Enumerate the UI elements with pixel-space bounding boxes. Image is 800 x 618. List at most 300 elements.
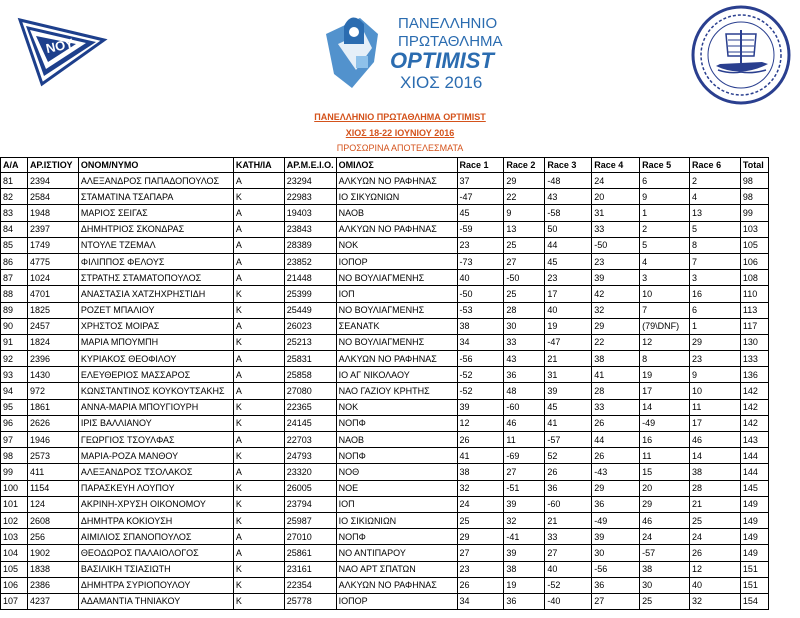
table-cell: 98 <box>740 173 768 189</box>
table-cell: 5 <box>640 237 690 253</box>
table-cell: 4701 <box>27 286 78 302</box>
table-cell: 4 <box>690 189 741 205</box>
table-cell: 1430 <box>27 367 78 383</box>
table-cell: 25831 <box>284 351 336 367</box>
table-cell: Κ <box>233 577 284 593</box>
table-cell: 10 <box>640 286 690 302</box>
table-row <box>1 432 769 448</box>
table-cell: Α <box>233 173 284 189</box>
table-cell: 13 <box>504 221 545 237</box>
table-cell: 101 <box>1 496 28 512</box>
table-cell: 33 <box>504 334 545 350</box>
table-cell: 2573 <box>27 448 78 464</box>
table-cell: 34 <box>457 593 504 609</box>
table-cell: 151 <box>740 561 768 577</box>
table-cell: 23 <box>690 351 741 367</box>
table-row <box>1 367 769 383</box>
table-cell: 25861 <box>284 545 336 561</box>
table-cell: 256 <box>27 529 78 545</box>
table-cell: -57 <box>545 432 592 448</box>
table-cell: -52 <box>457 367 504 383</box>
table-cell: 39 <box>457 399 504 415</box>
table-cell: 43 <box>545 189 592 205</box>
table-cell: 25778 <box>284 593 336 609</box>
table-cell: 45 <box>545 399 592 415</box>
table-cell: Α <box>233 253 284 269</box>
table-cell: 29 <box>690 334 741 350</box>
table-cell: 83 <box>1 205 28 221</box>
table-cell: 38 <box>457 318 504 334</box>
logo-line-4: ΧΙΟΣ 2016 <box>400 73 483 92</box>
table-cell: 40 <box>690 577 741 593</box>
table-cell: 17 <box>690 415 741 431</box>
table-cell: 25 <box>457 512 504 528</box>
table-cell: ΙΟΠΟΡ <box>336 253 457 269</box>
table-row <box>1 351 769 367</box>
table-cell: 1749 <box>27 237 78 253</box>
table-row <box>1 496 769 512</box>
table-cell: 149 <box>740 529 768 545</box>
table-cell: 46 <box>640 512 690 528</box>
table-cell: 1902 <box>27 545 78 561</box>
table-cell: 23320 <box>284 464 336 480</box>
table-cell: ΝΟΠΦ <box>336 415 457 431</box>
table-cell: -51 <box>504 480 545 496</box>
table-cell: 2584 <box>27 189 78 205</box>
table-cell: ΑΙΜΙΛΙΟΣ ΣΠΑΝΟΠΟΥΛΟΣ <box>78 529 233 545</box>
table-cell: Α <box>233 270 284 286</box>
table-cell: 32 <box>592 302 640 318</box>
table-cell: 98 <box>740 189 768 205</box>
table-cell: -60 <box>545 496 592 512</box>
table-row <box>1 302 769 318</box>
table-cell: 19 <box>640 367 690 383</box>
table-cell: 23 <box>457 237 504 253</box>
table-cell: 32 <box>690 593 741 609</box>
column-header: Race 2 <box>504 158 545 173</box>
table-cell: 124 <box>27 496 78 512</box>
table-cell: 13 <box>690 205 741 221</box>
table-cell: 91 <box>1 334 28 350</box>
table-cell: 14 <box>640 399 690 415</box>
table-row <box>1 512 769 528</box>
table-cell: 95 <box>1 399 28 415</box>
club-pennant-logo <box>12 14 112 90</box>
table-cell: 106 <box>1 577 28 593</box>
table-cell: ΝΑΟΒ <box>336 432 457 448</box>
table-cell: 46 <box>504 415 545 431</box>
table-cell: 113 <box>740 302 768 318</box>
table-cell: 103 <box>740 221 768 237</box>
table-cell: 108 <box>740 270 768 286</box>
column-header: Total <box>740 158 768 173</box>
table-cell: 24793 <box>284 448 336 464</box>
table-cell: 2386 <box>27 577 78 593</box>
table-cell: 31 <box>592 205 640 221</box>
table-cell: ΙΡΙΣ ΒΑΛΛΙΑΝΟΥ <box>78 415 233 431</box>
table-cell: 19403 <box>284 205 336 221</box>
page-header <box>0 0 800 158</box>
table-cell: 27 <box>504 464 545 480</box>
column-header: ΚΑΤΗ/ΙΑ <box>233 158 284 173</box>
table-cell: 20 <box>640 480 690 496</box>
table-cell: ΑΛΚΥΩΝ ΝΟ ΡΑΦΗΝΑΣ <box>336 173 457 189</box>
table-cell: Α <box>233 351 284 367</box>
table-cell: 46 <box>690 432 741 448</box>
table-cell: Α <box>233 529 284 545</box>
table-cell: 41 <box>545 415 592 431</box>
column-header: ΑΡ.ΙΣΤΙΟΥ <box>27 158 78 173</box>
table-cell: -48 <box>545 173 592 189</box>
table-cell: 12 <box>640 334 690 350</box>
table-cell: 143 <box>740 432 768 448</box>
table-cell: 1 <box>640 205 690 221</box>
table-cell: 24 <box>592 173 640 189</box>
table-cell: ΝΑΟ ΓΑΖΙΟΥ ΚΡΗΤΗΣ <box>336 383 457 399</box>
table-cell: 97 <box>1 432 28 448</box>
table-cell: 142 <box>740 383 768 399</box>
table-cell: 45 <box>545 253 592 269</box>
table-cell: 23794 <box>284 496 336 512</box>
table-cell: ΑΛΚΥΩΝ ΝΟ ΡΑΦΗΝΑΣ <box>336 351 457 367</box>
table-cell: -49 <box>640 415 690 431</box>
table-cell: Κ <box>233 496 284 512</box>
table-cell: ΑΝΝΑ-ΜΑΡΙΑ ΜΠΟΥΓΙΟΥΡΗ <box>78 399 233 415</box>
table-cell: 1948 <box>27 205 78 221</box>
table-row <box>1 205 769 221</box>
table-cell: 22354 <box>284 577 336 593</box>
table-cell: 93 <box>1 367 28 383</box>
table-cell: 48 <box>504 383 545 399</box>
table-cell: 40 <box>545 302 592 318</box>
table-cell: 40 <box>457 270 504 286</box>
table-cell: 9 <box>690 367 741 383</box>
table-cell: -40 <box>545 593 592 609</box>
table-cell: ΙΟ ΣΙΚΥΩΝΙΩΝ <box>336 189 457 205</box>
table-cell: 28 <box>504 302 545 318</box>
table-cell: ΣΕΑΝΑΤΚ <box>336 318 457 334</box>
table-cell: ΝΟ ΒΟΥΛΙΑΓΜΕΝΗΣ <box>336 302 457 318</box>
table-cell: -53 <box>457 302 504 318</box>
table-cell: 92 <box>1 351 28 367</box>
table-cell: 22703 <box>284 432 336 448</box>
table-cell: ΧΡΗΣΤΟΣ ΜΟΙΡΑΣ <box>78 318 233 334</box>
table-cell: ΑΛΕΞΑΝΔΡΟΣ ΠΑΠΑΔΟΠΟΥΛΟΣ <box>78 173 233 189</box>
table-cell: 86 <box>1 253 28 269</box>
table-cell: 19 <box>504 577 545 593</box>
table-cell: 2396 <box>27 351 78 367</box>
table-cell: 149 <box>740 496 768 512</box>
table-cell: 26 <box>592 415 640 431</box>
table-cell: 37 <box>457 173 504 189</box>
table-cell: 44 <box>592 432 640 448</box>
table-cell: 31 <box>545 367 592 383</box>
table-cell: 33 <box>592 221 640 237</box>
table-cell: 38 <box>457 464 504 480</box>
table-cell: 4775 <box>27 253 78 269</box>
table-row <box>1 189 769 205</box>
table-cell: 9 <box>504 205 545 221</box>
table-row <box>1 270 769 286</box>
table-cell: 136 <box>740 367 768 383</box>
table-cell: 27 <box>457 545 504 561</box>
table-row <box>1 415 769 431</box>
table-cell: 105 <box>1 561 28 577</box>
table-row <box>1 253 769 269</box>
document-status: ΠΡΟΣΩΡΙΝΑ ΑΠΟΤΕΛΕΣΜΑΤΑ <box>336 143 464 153</box>
table-cell: Α <box>233 432 284 448</box>
table-cell: 38 <box>504 561 545 577</box>
table-cell: 411 <box>27 464 78 480</box>
table-cell: 11 <box>640 448 690 464</box>
table-row <box>1 561 769 577</box>
table-cell: Α <box>233 545 284 561</box>
table-cell: Α <box>233 383 284 399</box>
table-cell: 7 <box>640 302 690 318</box>
table-cell: 23161 <box>284 561 336 577</box>
table-cell: Κ <box>233 334 284 350</box>
table-cell: 42 <box>592 286 640 302</box>
results-table <box>0 157 769 610</box>
table-cell: ΔΗΜΗΤΡΑ ΣΥΡΙΟΠΟΥΛΟΥ <box>78 577 233 593</box>
table-cell: 2394 <box>27 173 78 189</box>
table-cell: 36 <box>504 367 545 383</box>
table-cell: 88 <box>1 286 28 302</box>
column-header: ΟΜΙΛΟΣ <box>336 158 457 173</box>
table-cell: 27010 <box>284 529 336 545</box>
table-cell: 6 <box>640 173 690 189</box>
table-cell: ΑΛΚΥΩΝ ΝΟ ΡΑΦΗΝΑΣ <box>336 221 457 237</box>
table-cell: 14 <box>690 448 741 464</box>
document-subtitle: ΧΙΟΣ 18-22 ΙΟΥΝΙΟΥ 2016 <box>345 128 455 138</box>
column-header: Race 3 <box>545 158 592 173</box>
table-cell: 23 <box>592 253 640 269</box>
document-title: ΠΑΝΕΛΛΗΝΙΟ ΠΡΩΤΑΘΛΗΜΑ OPTIMIST <box>314 112 486 122</box>
table-cell: 38 <box>640 561 690 577</box>
table-cell: Κ <box>233 302 284 318</box>
table-cell: 25 <box>504 286 545 302</box>
table-cell: -47 <box>545 334 592 350</box>
table-cell: 81 <box>1 173 28 189</box>
table-cell: 151 <box>740 577 768 593</box>
table-cell: Κ <box>233 512 284 528</box>
table-cell: 24 <box>690 529 741 545</box>
table-cell: 17 <box>545 286 592 302</box>
table-cell: Α <box>233 318 284 334</box>
table-cell: 16 <box>690 286 741 302</box>
table-cell: 22365 <box>284 399 336 415</box>
table-cell: 103 <box>1 529 28 545</box>
table-cell: 6 <box>690 302 741 318</box>
table-cell: 99 <box>1 464 28 480</box>
table-cell: 144 <box>740 448 768 464</box>
table-cell: 28 <box>690 480 741 496</box>
table-cell: 23 <box>457 561 504 577</box>
table-cell: 133 <box>740 351 768 367</box>
table-cell: -47 <box>457 189 504 205</box>
table-cell: 1824 <box>27 334 78 350</box>
table-cell: 29 <box>504 173 545 189</box>
table-cell: 90 <box>1 318 28 334</box>
table-cell: 28 <box>592 383 640 399</box>
table-cell: Κ <box>233 415 284 431</box>
table-cell: -41 <box>504 529 545 545</box>
column-header: Α/Α <box>1 158 28 173</box>
table-cell: Κ <box>233 593 284 609</box>
table-cell: ΝΟΠΦ <box>336 529 457 545</box>
table-cell: ΙΟΠ <box>336 286 457 302</box>
table-cell: 19 <box>545 318 592 334</box>
table-cell: 21 <box>690 496 741 512</box>
table-cell: ΚΥΡΙΑΚΟΣ ΘΕΟΦΙΛΟΥ <box>78 351 233 367</box>
table-cell: 3 <box>640 270 690 286</box>
table-cell: ΝΟ ΑΝΤΙΠΑΡΟΥ <box>336 545 457 561</box>
table-cell: 24 <box>457 496 504 512</box>
table-cell: 23852 <box>284 253 336 269</box>
table-cell: 2397 <box>27 221 78 237</box>
table-cell: 32 <box>504 512 545 528</box>
table-cell: 972 <box>27 383 78 399</box>
table-cell: 117 <box>740 318 768 334</box>
table-cell: 1838 <box>27 561 78 577</box>
table-cell: 2 <box>690 173 741 189</box>
table-cell: 27080 <box>284 383 336 399</box>
table-cell: 41 <box>457 448 504 464</box>
table-cell: 1154 <box>27 480 78 496</box>
table-row <box>1 286 769 302</box>
table-cell: -50 <box>504 270 545 286</box>
table-cell: 20 <box>592 189 640 205</box>
table-cell: 26 <box>592 448 640 464</box>
table-row <box>1 480 769 496</box>
table-cell: ΙΟ ΣΙΚΙΩΝΙΩΝ <box>336 512 457 528</box>
table-cell: 27 <box>504 253 545 269</box>
table-cell: ΒΑΣΙΛΙΚΗ ΤΣΙΑΣΙΩΤΗ <box>78 561 233 577</box>
table-cell: -59 <box>457 221 504 237</box>
table-cell: 130 <box>740 334 768 350</box>
table-cell: ΝΟΘ <box>336 464 457 480</box>
table-cell: 38 <box>690 464 741 480</box>
column-header: Race 5 <box>640 158 690 173</box>
logo-line-3: OPTIMIST <box>390 48 494 73</box>
table-cell: 107 <box>1 593 28 609</box>
table-row <box>1 577 769 593</box>
table-cell: 106 <box>740 253 768 269</box>
table-cell: ΓΕΩΡΓΙΟΣ ΤΣΟΥΛΦΑΣ <box>78 432 233 448</box>
table-cell: ΣΤΡΑΤΗΣ ΣΤΑΜΑΤΟΠΟΥΛΟΣ <box>78 270 233 286</box>
table-cell: 39 <box>545 383 592 399</box>
table-cell: ΣΤΑΜΑΤΙΝΑ ΤΣΑΠΑΡΑ <box>78 189 233 205</box>
logo-line-2: ΠΡΩΤΑΘΛΗΜΑ <box>398 33 503 50</box>
table-cell: 87 <box>1 270 28 286</box>
table-cell: Κ <box>233 189 284 205</box>
table-cell: 26023 <box>284 318 336 334</box>
table-cell: 15 <box>640 464 690 480</box>
table-cell: ΚΩΝΣΤΑΝΤΙΝΟΣ ΚΟΥΚΟΥΤΣΑΚΗΣ <box>78 383 233 399</box>
table-cell: 149 <box>740 545 768 561</box>
table-cell: 38 <box>592 351 640 367</box>
table-cell: 110 <box>740 286 768 302</box>
table-cell: ΜΑΡΙΑ ΜΠΟΥΜΠΗ <box>78 334 233 350</box>
table-cell: 11 <box>690 399 741 415</box>
table-row <box>1 173 769 189</box>
table-cell: -60 <box>504 399 545 415</box>
table-cell: 85 <box>1 237 28 253</box>
table-cell: ΦΙΛΙΠΠΟΣ ΦΕΛΟΥΣ <box>78 253 233 269</box>
table-cell: ΑΚΡΙΝΗ-ΧΡΥΣΗ ΟΙΚΟΝΟΜΟΥ <box>78 496 233 512</box>
column-header: ΟΝΟΜ/ΝΥΜΟ <box>78 158 233 173</box>
table-cell: 30 <box>640 577 690 593</box>
table-cell: 36 <box>504 593 545 609</box>
table-cell: 23 <box>545 270 592 286</box>
table-cell: -52 <box>545 577 592 593</box>
table-cell: 34 <box>457 334 504 350</box>
table-cell: 4237 <box>27 593 78 609</box>
table-cell: ΑΝΑΣΤΑΣΙΑ ΧΑΤΖΗΧΡΗΣΤΙΔΗ <box>78 286 233 302</box>
table-cell: ΝΟ ΒΟΥΛΙΑΓΜΕΝΗΣ <box>336 334 457 350</box>
table-cell: 29 <box>592 318 640 334</box>
table-row <box>1 593 769 609</box>
table-cell: 142 <box>740 399 768 415</box>
table-cell: 89 <box>1 302 28 318</box>
table-cell: 12 <box>457 415 504 431</box>
table-cell: ΜΑΡΙΟΣ ΣΕΙΓΑΣ <box>78 205 233 221</box>
pennant-text: ΝΟΥ <box>44 35 75 57</box>
table-cell: 144 <box>740 464 768 480</box>
table-cell: 27 <box>592 593 640 609</box>
table-cell: 99 <box>740 205 768 221</box>
logo-line-1: ΠΑΝΕΛΛΗΝΙΟ <box>398 15 498 32</box>
table-cell: ΜΑΡΙΑ-ΡΟΖΑ ΜΑΝΘΟΥ <box>78 448 233 464</box>
table-cell: Α <box>233 221 284 237</box>
table-cell: Κ <box>233 448 284 464</box>
column-header: Race 4 <box>592 158 640 173</box>
table-cell: -57 <box>640 545 690 561</box>
column-header: ΑΡ.Μ.Ε.Ι.Ο. <box>284 158 336 173</box>
table-cell: 27 <box>545 545 592 561</box>
table-cell: ΠΑΡΑΣΚΕΥΗ ΛΟΥΠΟΥ <box>78 480 233 496</box>
table-row <box>1 221 769 237</box>
table-cell: ΝΤΟΥΛΕ ΤΖΕΜΑΛ <box>78 237 233 253</box>
table-cell: Κ <box>233 399 284 415</box>
table-cell: Κ <box>233 480 284 496</box>
table-cell: 52 <box>545 448 592 464</box>
table-cell: 29 <box>457 529 504 545</box>
table-cell: 23843 <box>284 221 336 237</box>
table-row <box>1 237 769 253</box>
table-cell: 8 <box>690 237 741 253</box>
table-cell: Α <box>233 237 284 253</box>
table-cell: (79\DNF) <box>640 318 690 334</box>
table-cell: 39 <box>504 545 545 561</box>
table-cell: 26 <box>545 464 592 480</box>
table-cell: 145 <box>740 480 768 496</box>
table-cell: 36 <box>592 496 640 512</box>
table-cell: 24 <box>640 529 690 545</box>
table-cell: 25213 <box>284 334 336 350</box>
table-cell: 25987 <box>284 512 336 528</box>
table-cell: 26 <box>690 545 741 561</box>
table-cell: ΑΛΚΥΩΝ ΝΟ ΡΑΦΗΝΑΣ <box>336 577 457 593</box>
table-cell: ΝΟΠΦ <box>336 448 457 464</box>
table-row <box>1 383 769 399</box>
table-row <box>1 334 769 350</box>
table-cell: 25 <box>504 237 545 253</box>
table-cell: 25858 <box>284 367 336 383</box>
table-cell: 82 <box>1 189 28 205</box>
table-cell: ΝΟΚ <box>336 237 457 253</box>
table-cell: 28389 <box>284 237 336 253</box>
